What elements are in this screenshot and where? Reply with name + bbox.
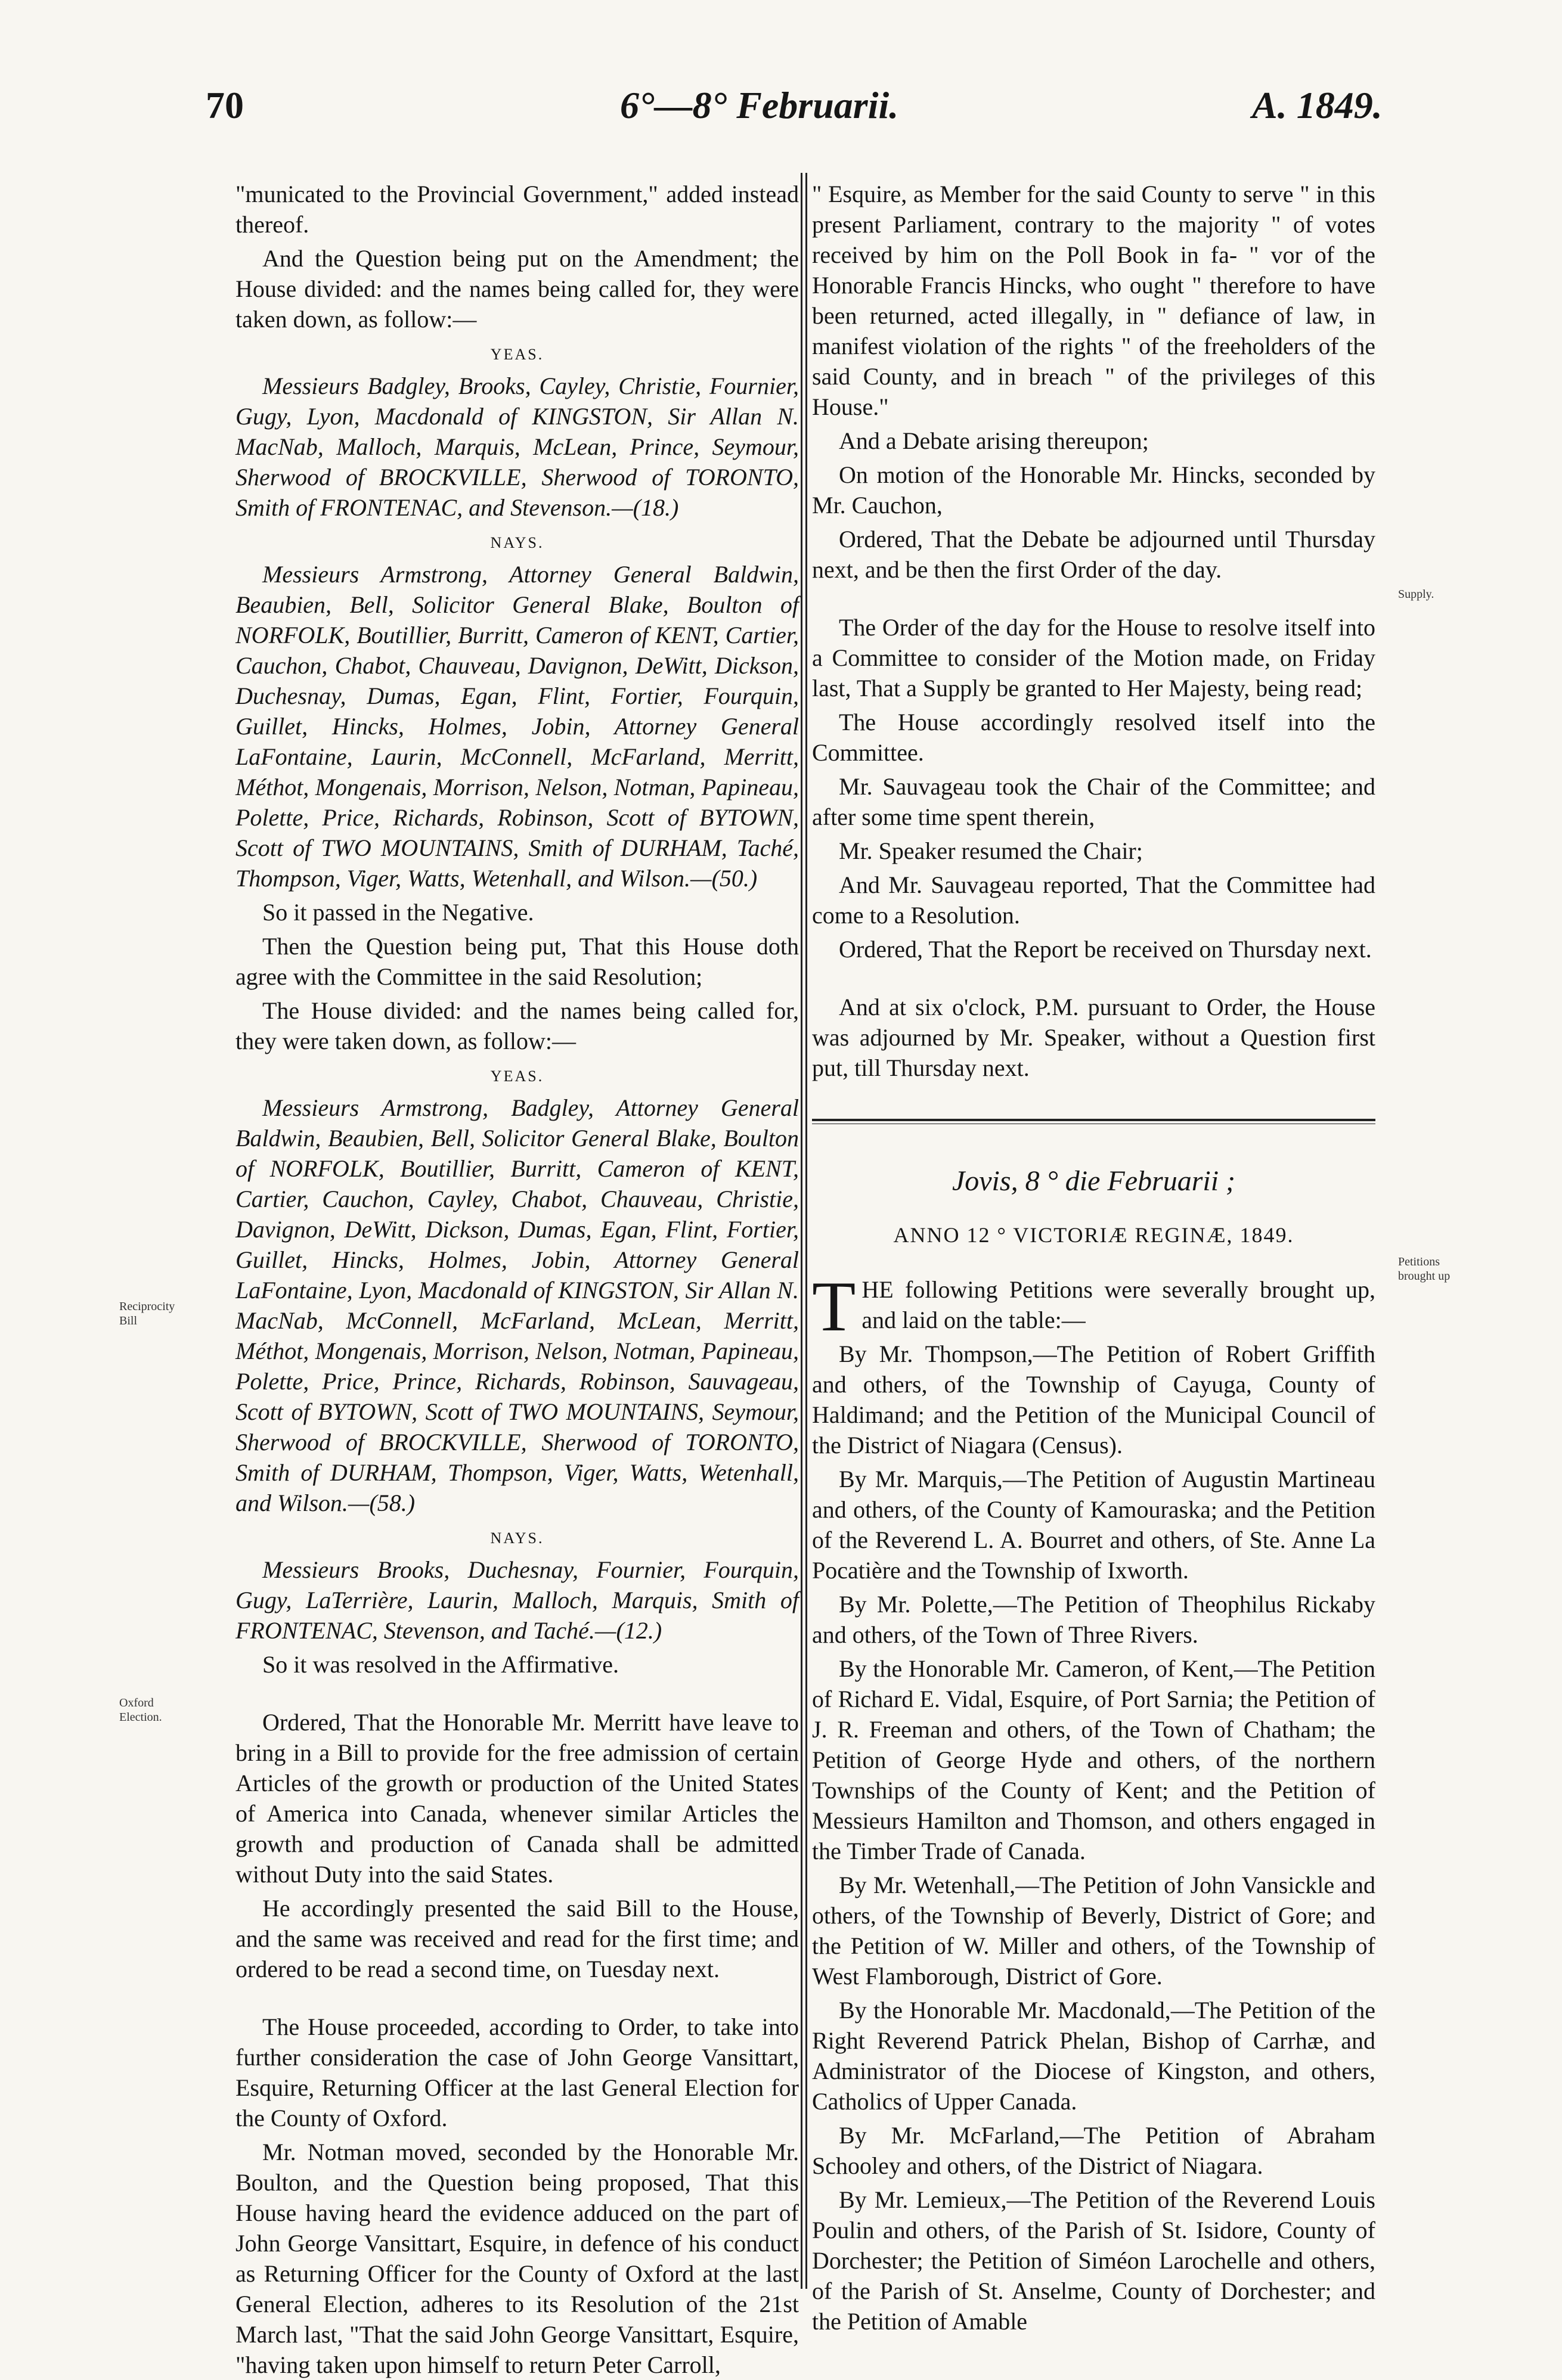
nays-heading: NAYS. — [490, 1529, 544, 1547]
paragraph: And at six o'clock, P.M. pursuant to Order, the House was adjourned by Mr. Speaker, without a Question first put, till Thursday next. — [812, 994, 1375, 1081]
petition-entry: By Mr. Marquis,—The Petition of Augustin Martineau and others, of the County of Kamouraska; and the Petition of the Reverend L. A. Bourret and others, of Ste. Anne La Pocatière and the Township of Ixworth. — [812, 1466, 1375, 1584]
header-year: A. 1849. — [1252, 84, 1383, 126]
petition-entry: By the Honorable Mr. Macdonald,—The Petition of the Right Reverend Patrick Phelan, Bishop of Carrhæ, and Administrator of the Diocese of Kingston, and others, Catholics of Upper Canada. — [812, 1997, 1375, 2115]
petition-entry: By Mr. Wetenhall,—The Petition of John Vansickle and others, of the Township of Beverly, District of Gore; and the Petition of W. Miller and others, of the Township of West Flamborough, District of Gore. — [812, 1872, 1375, 1990]
day-heading: Jovis, 8 ° die Februarii ; — [952, 1165, 1236, 1197]
paragraph: Mr. Sauvageau took the Chair of the Committee; and after some time spent therein, — [812, 773, 1375, 830]
yeas-heading: YEAS. — [490, 346, 544, 363]
ordered-paragraph: Ordered, That the Debate be adjourned until Thursday next, and be then the first Order of the day. — [812, 526, 1375, 583]
paragraph: The House divided: and the names being called for, they were taken down, as follow:— — [235, 997, 799, 1054]
column-divider — [805, 173, 807, 2289]
yeas-heading: YEAS. — [490, 1068, 544, 1085]
paragraph: The House proceeded, according to Order, to take into further consideration the case of John George Vansittart, Esquire, Returning Officer at the last General Election for the County of Oxford. — [235, 2013, 799, 2131]
section-rule — [812, 1119, 1375, 1124]
petitions-intro-text: HE following Petitions were severally brought up, and laid on the table:— — [861, 1276, 1375, 1333]
margin-note-supply: Supply. — [1398, 588, 1434, 601]
paragraph: And a Debate arising thereupon; — [839, 427, 1149, 454]
quoted-resolution: " Esquire, as Member for the said County to serve " in this present Parliament, contrary to the majority " of votes received by him on the Poll Book in fa- " vor of the Honorable Francis Hincks, who ought " therefore to have been returned, acted illegally, in " defiance of law, in manifest violation of the rights " of the freeholders of the said County, and in breach " of the privileges of this House." — [812, 181, 1375, 420]
paragraph: He accordingly presented the said Bill to the House, and the same was received and read for the first time; and ordered to be read a second time, on Tuesday next. — [235, 1895, 799, 1982]
paragraph: The House accordingly resolved itself into the Committee. — [812, 709, 1375, 766]
column-divider — [801, 173, 802, 2289]
header-dates: 6°—8° Februarii. — [620, 84, 899, 126]
paragraph: And Mr. Sauvageau reported, That the Committee had come to a Resolution. — [812, 871, 1375, 929]
paragraph: So it passed in the Negative. — [262, 899, 534, 926]
petition-entry: By Mr. Polette,—The Petition of Theophilus Rickaby and others, of the Town of Three Rivers. — [812, 1591, 1375, 1648]
anno-heading: ANNO 12 ° VICTORIÆ REGINÆ, 1849. — [893, 1223, 1294, 1247]
margin-note-petitions: Petitions brought up — [1398, 1255, 1451, 1283]
margin-note-reciprocity-bill: Reciprocity Bill — [119, 1300, 175, 1327]
right-column — [812, 179, 1375, 2335]
page-number: 70 — [206, 84, 244, 126]
page-header — [0, 83, 1562, 137]
petition-entry: By Mr. Lemieux,—The Petition of the Reverend Louis Poulin and others, of the Parish of St. Isidore, County of Dorchester; the Petition of Siméon Larochelle and others, of the Parish of St. Anselme, County of Dorchester; and the Petition of Amable — [812, 2186, 1375, 2335]
ordered-paragraph: Ordered, That the Report be received on Thursday next. — [839, 936, 1372, 963]
paragraph: Then the Question being put, That this House doth agree with the Committee in the said Resolution; — [235, 933, 799, 990]
left-column — [235, 179, 799, 2378]
nays-list: Messieurs Armstrong, Attorney General Baldwin, Beaubien, Bell, Solicitor General Blake, Boulton of NORFOLK, Boutillier, Burritt, Cameron of KENT, Cartier, Cauchon, Chabot, Chauveau, Davignon, DeWitt, Dickson, Duchesnay, Dumas, Egan, Flint, Fortier, Fourquin, Guillet, Hincks, Holmes, Jobin, Attorney General LaFontaine, Laurin, McConnell, McFarland, Merritt, Méthot, Mongenais, Morrison, Nelson, Notman, Papineau, Polette, Price, Richards, Robinson, Scott of BYTOWN, Scott of TWO MOUNTAINS, Smith of DURHAM, Taché, Thompson, Viger, Watts, Wetenhall, and Wilson.—(50.) — [235, 561, 799, 892]
petitions-intro — [812, 1267, 1375, 1346]
margin-note-oxford-election: Oxford Election. — [119, 1696, 162, 1724]
paragraph: "municated to the Provincial Government," added instead thereof. — [235, 181, 799, 238]
nays-heading: NAYS. — [490, 534, 544, 551]
drop-cap: T — [812, 1267, 856, 1346]
paragraph: On motion of the Honorable Mr. Hincks, seconded by Mr. Cauchon, — [812, 461, 1375, 519]
petition-entry: By Mr. Thompson,—The Petition of Robert Griffith and others, of the Township of Cayuga, County of Haldimand; and the Petition of the Municipal Council of the District of Niagara (Census). — [812, 1341, 1375, 1459]
ordered-paragraph: Ordered, That the Honorable Mr. Merritt have leave to bring in a Bill to provide for the free admission of certain Articles of the growth or production of the United States of America into Canada, whenever similar Articles the growth and production of Canada shall be admitted without Duty into the said States. — [235, 1709, 799, 1888]
paragraph: So it was resolved in the Affirmative. — [262, 1651, 619, 1678]
paragraph: And the Question being put on the Amendment; the House divided: and the names being called for, they were taken down, as follow:— — [235, 245, 799, 333]
paragraph: The Order of the day for the House to resolve itself into a Committee to consider of the Motion made, on Friday last, That a Supply be granted to Her Majesty, being read; — [812, 614, 1375, 702]
nays-list: Messieurs Brooks, Duchesnay, Fournier, Fourquin, Gugy, LaTerrière, Laurin, Malloch, Marquis, Smith of FRONTENAC, Stevenson, and Taché.—(12.) — [235, 1556, 799, 1644]
paragraph: Mr. Speaker resumed the Chair; — [839, 837, 1143, 864]
paragraph: Mr. Notman moved, seconded by the Honorable Mr. Boulton, and the Question being proposed, That this House having heard the evidence adduced on the part of John George Vansittart, Esquire, in defence of his conduct as Returning Officer for the County of Oxford at the last General Election, adheres to its Resolution of the 21st March last, "That the said John George Vansittart, Esquire, "having taken upon himself to return Peter Carroll, — [235, 2139, 799, 2378]
yeas-list: Messieurs Badgley, Brooks, Cayley, Christie, Fournier, Gugy, Lyon, Macdonald of KINGSTON, Sir Allan N. MacNab, Malloch, Marquis, McLean, Prince, Seymour, Sherwood of BROCKVILLE, Sherwood of TORONTO, Smith of FRONTENAC, and Stevenson.—(18.) — [235, 373, 799, 521]
petition-entry: By the Honorable Mr. Cameron, of Kent,—The Petition of Richard E. Vidal, Esquire, of Port Sarnia; the Petition of J. R. Freeman and others, of the Town of Chatham; the Petition of George Hyde and others, of the northern Townships of the County of Kent; and the Petition of Messieurs Hamilton and Thomson, and others engaged in the Timber Trade of Canada. — [812, 1655, 1375, 1864]
yeas-list: Messieurs Armstrong, Badgley, Attorney General Baldwin, Beaubien, Bell, Solicitor General Blake, Boulton of NORFOLK, Boutillier, Burritt, Cameron of KENT, Cartier, Cauchon, Cayley, Chabot, Chauveau, Christie, Davignon, DeWitt, Dickson, Dumas, Egan, Flint, Fortier, Guillet, Hincks, Holmes, Jobin, Attorney General LaFontaine, Lyon, Macdonald of KINGSTON, Sir Allan N. MacNab, McConnell, McFarland, McLean, Merritt, Méthot, Mongenais, Morrison, Nelson, Notman, Papineau, Polette, Price, Prince, Richards, Robinson, Sauvageau, Scott of BYTOWN, Scott of TWO MOUNTAINS, Seymour, Sherwood of BROCKVILLE, Sherwood of TORONTO, Smith of DURHAM, Thompson, Viger, Watts, Wetenhall, and Wilson.—(58.) — [235, 1094, 799, 1516]
petition-entry: By Mr. McFarland,—The Petition of Abraham Schooley and others, of the District of Niagara. — [812, 2122, 1375, 2179]
